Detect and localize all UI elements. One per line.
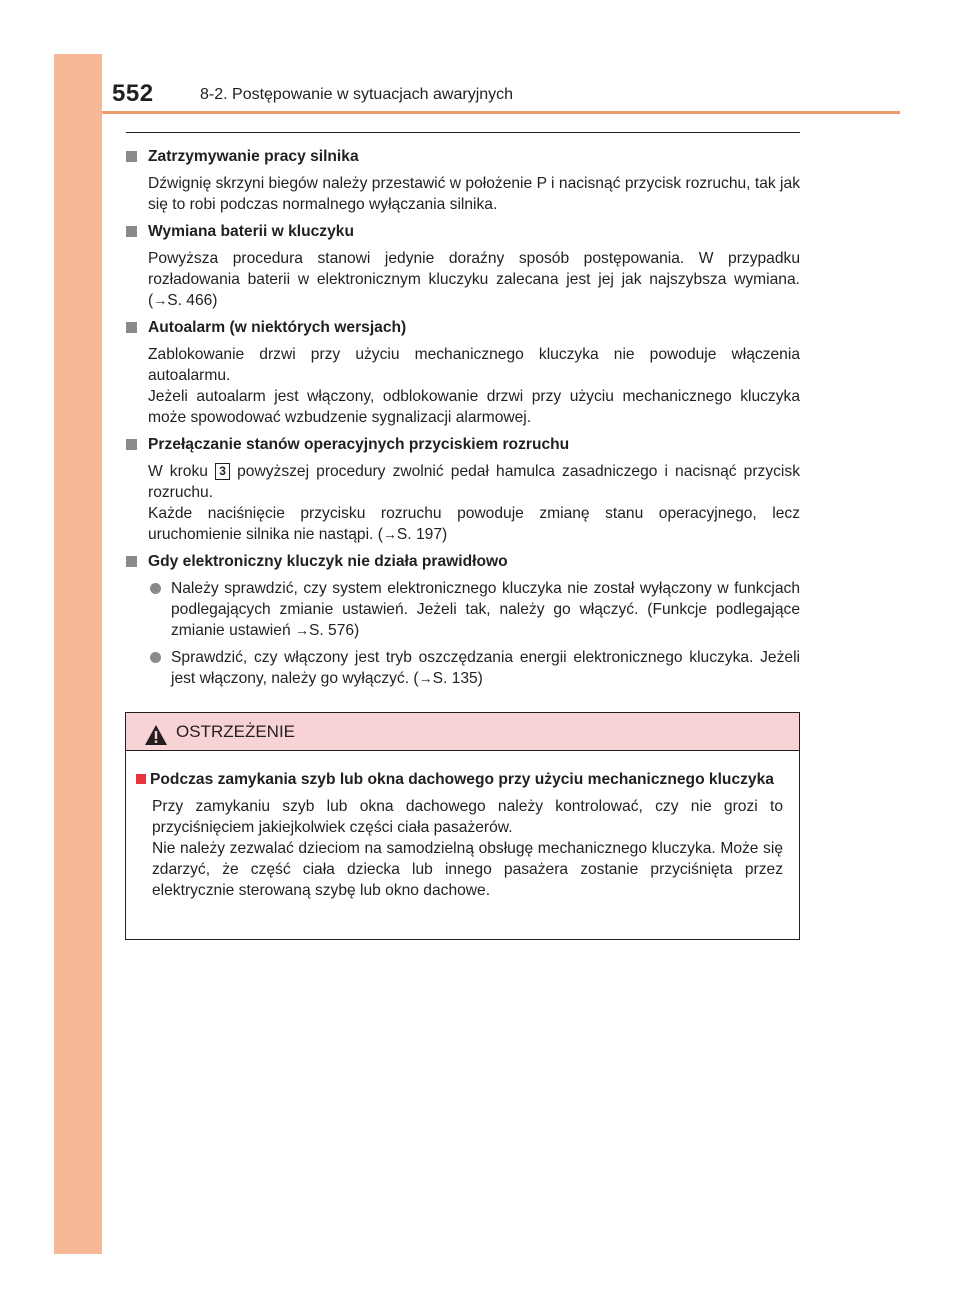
- square-bullet-icon: [126, 151, 137, 162]
- warning-triangle-icon: [144, 724, 168, 746]
- page-reference[interactable]: S. 576): [308, 622, 360, 639]
- step-number-badge: 3: [215, 463, 230, 480]
- section-heading: Zatrzymywanie pracy silnika: [126, 146, 800, 167]
- section-battery-replacement: [126, 221, 800, 311]
- arrow-right-icon: →: [153, 292, 168, 308]
- square-bullet-icon: [126, 226, 137, 237]
- arrow-right-icon: →: [294, 622, 309, 638]
- page-number: 552: [112, 80, 154, 107]
- section-heading: Wymiana baterii w kluczyku: [126, 221, 800, 242]
- warning-box: [125, 712, 800, 940]
- side-color-band: [54, 54, 102, 1254]
- section-engine-stop: [126, 146, 800, 215]
- square-bullet-icon: [126, 556, 137, 567]
- main-content: [126, 146, 800, 695]
- content-divider: [126, 132, 800, 133]
- page-reference[interactable]: S. 135): [432, 670, 483, 687]
- section-operating-modes: [126, 434, 800, 545]
- red-square-bullet-icon: [136, 774, 146, 784]
- arrow-right-icon: →: [418, 670, 433, 686]
- square-bullet-icon: [126, 322, 137, 333]
- warning-title: OSTRZEŻENIE: [176, 722, 296, 741]
- warning-heading: Podczas zamykania szyb lub okna dachowego przy użyciu mechanicznego kluczyka: [136, 769, 783, 790]
- list-item: Należy sprawdzić, czy system elektronicznego kluczyka nie został wyłączony w funkcjach podlegających zmianie ustawień. Jeżeli tak, należy go włączyć. (Funkcje podlegające zmianie ustawień →S. 576): [126, 578, 800, 641]
- section-body: Dźwignię skrzyni biegów należy przestawić w położenie P i nacisnąć przycisk rozruchu, tak jak się to robi podczas normalnego wyłączania silnika.: [148, 175, 800, 213]
- section-body: Zablokowanie drzwi przy użyciu mechanicznego kluczyka nie powoduje włączenia autoalarmu. Jeżeli autoalarm jest włączony, odblokowanie drzwi przy użyciu mechanicznego kluczyka może spowodować wzbudzenie sygnalizacji alarmowej.: [148, 346, 800, 426]
- warning-body: [126, 751, 799, 901]
- arrow-right-icon: →: [382, 526, 397, 542]
- section-body: W kroku 3 powyższej procedury zwolnić pedał hamulca zasadniczego i nacisnąć przycisk rozruchu. Każde naciśnięcie przycisku rozruchu powoduje zmianę stanu operacyjnego, lecz uruchomienie silnika nie nastąpi. (→S. 197): [148, 463, 800, 543]
- list-item: Sprawdzić, czy włączony jest tryb oszczędzania energii elektronicznego kluczyka. Jeżeli jest włączony, należy go wyłączyć. (→S. 135): [126, 647, 800, 689]
- section-heading: Gdy elektroniczny kluczyk nie działa prawidłowo: [126, 551, 800, 572]
- section-title: 8-2. Postępowanie w sytuacjach awaryjnych: [200, 86, 514, 103]
- header-rule: [102, 111, 900, 114]
- section-body: Powyższa procedura stanowi jedynie doraźny sposób postępowania. W przypadku rozładowania baterii w elektronicznym kluczyku zalecana jest jej jak najszybsza wymiana. (→S. 466): [148, 250, 800, 309]
- square-bullet-icon: [126, 439, 137, 450]
- warning-text: Przy zamykaniu szyb lub okna dachowego należy kontrolować, czy nie grozi to przyciśnięciem jakiejkolwiek części ciała pasażerów. Nie należy zezwalać dzieciom na samodzielną obsługę mechanicznego kluczyka. Może się zdarzyć, że część ciała dziecka lub innego pasażera zostanie przyciśnięta przez elektrycznie sterowaną szybę lub okno dachowe.: [152, 798, 783, 899]
- round-bullet-icon: [150, 583, 161, 594]
- section-heading: Autoalarm (w niektórych wersjach): [126, 317, 800, 338]
- section-key-malfunction: [126, 551, 800, 689]
- page-reference[interactable]: S. 466): [167, 292, 218, 309]
- section-car-alarm: [126, 317, 800, 428]
- warning-header: [126, 713, 799, 751]
- section-heading: Przełączanie stanów operacyjnych przyciskiem rozruchu: [126, 434, 800, 455]
- page-reference[interactable]: S. 197): [396, 526, 448, 543]
- round-bullet-icon: [150, 652, 161, 663]
